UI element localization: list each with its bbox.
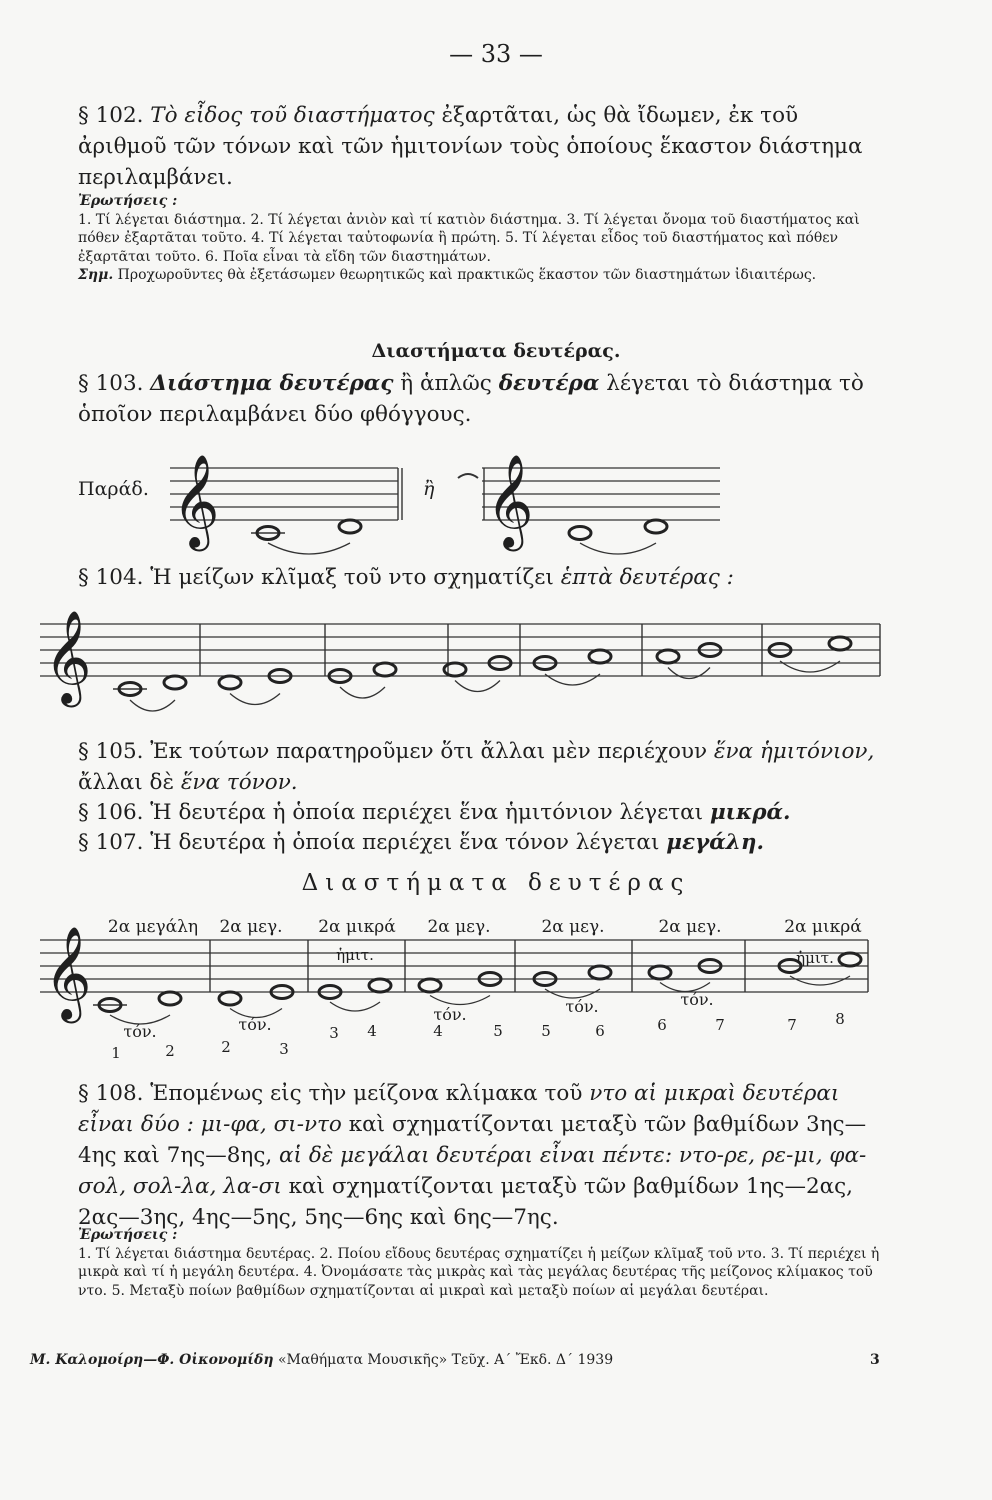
degree-number: 1 <box>111 1044 121 1062</box>
interval-label: 2α μικρά <box>318 917 396 937</box>
slur <box>580 543 656 554</box>
treble-clef-icon: 𝄞 <box>44 925 92 1020</box>
fermata-mark <box>458 474 478 478</box>
seconds-staff <box>40 917 868 1062</box>
interval-label: 2α μεγ. <box>658 917 722 937</box>
degree-number: 7 <box>787 1016 797 1034</box>
degree-number: 5 <box>541 1022 551 1040</box>
interval-label: 2α μεγάλη <box>107 917 199 937</box>
footer-citation: Μ. Καλομοίρη—Φ. Οἰκονομίδη «Μαθήματα Μουσικῆς» Τεῦχ. Α΄ Ἔκδ. Δ΄ 1939 <box>30 1352 614 1368</box>
or-label: ἢ <box>423 478 435 500</box>
degree-number: 3 <box>279 1040 289 1058</box>
slur <box>430 996 490 1005</box>
sheet-number: 3 <box>870 1352 880 1368</box>
whole-note <box>369 979 391 992</box>
questions-1: Ἐρωτήσεις : 1. Τί λέγεται διάστημα. 2. Τί λέγεται ἀνιὸν καὶ τί κατιὸν διάστημα. 3. Τί λέγεται ὄνομα τοῦ διαστήματος καὶ πόθεν ἐξαρτᾶται τοῦτο. 4. Τί λέγεται ταὐτοφωνία ἢ πρώτη. 5. Τί λέγεται εἶδος τοῦ διαστήματος καὶ πόθεν ἐξαρτᾶται τοῦτο. 6. Ποῖα εἶναι τὰ εἴδη τῶν διαστημάτων. Σημ. Προχωροῦντες θὰ ἐξετάσωμεν θεωρητικῶς καὶ πρακτικῶς ἕκαστον τῶν διαστημάτων ἰδιαιτέρως. <box>78 193 860 283</box>
whole-note <box>839 953 861 966</box>
paragraph-102: § 102. Τὸ εἶδος τοῦ διαστήματος ἐξαρτᾶται, ὡς θὰ ἴδωμεν, ἐκ τοῦ ἀριθμοῦ τῶν τόνων καὶ τῶν ἡμιτονίων τοὺς ὁποίους ἕκαστον διάστημα περιλαμβάνει. <box>78 103 863 190</box>
degree-number: 7 <box>715 1016 725 1034</box>
degree-number: 6 <box>595 1022 605 1040</box>
whole-note <box>645 520 667 533</box>
interval-label: 2α μεγ. <box>541 917 605 937</box>
heading-seconds-table: Διαστήματα δευτέρας <box>301 870 691 896</box>
degree-number: 3 <box>329 1024 339 1042</box>
paragraph-107: § 107. Ἡ δευτέρα ἡ ὁποία περιέχει ἕνα τόνον λέγεται μεγάλη. <box>78 830 764 855</box>
whole-note <box>374 663 396 676</box>
degree-number: 8 <box>835 1010 845 1028</box>
whole-note <box>159 992 181 1005</box>
slur <box>130 700 175 711</box>
degree-number: 5 <box>493 1022 503 1040</box>
paragraph-105: § 105. Ἐκ τούτων παρατηροῦμεν ὅτι ἄλλαι μὲν περιέχουν ἕνα ἡμιτόνιον, ἄλλαι δὲ ἕνα τόνον. <box>78 739 875 795</box>
degree-number: 4 <box>367 1022 377 1040</box>
whole-note <box>589 650 611 663</box>
whole-note <box>649 966 671 979</box>
tone-label: τόν. <box>565 997 599 1016</box>
paragraph-104: § 104. Ἡ μείζων κλῖμαξ τοῦ ντο σχηματίζει ἑπτὰ δευτέρας : <box>78 565 734 590</box>
tone-label: τόν. <box>433 1005 467 1024</box>
degree-number: 2 <box>221 1038 231 1056</box>
interval-label: 2α μικρά <box>784 917 862 937</box>
semitone-label: ἡμιτ. <box>796 949 834 967</box>
degree-number: 6 <box>657 1016 667 1034</box>
semitone-label: ἡμιτ. <box>336 946 374 964</box>
paragraph-106: § 106. Ἡ δευτέρα ἡ ὁποία περιέχει ἕνα ἡμιτόνιον λέγεται μικρά. <box>78 800 791 825</box>
heading-seconds: Διαστήματα δευτέρας. <box>371 340 621 362</box>
whole-note <box>339 520 361 533</box>
whole-note <box>219 676 241 689</box>
paragraph-103: § 103. Διάστημα δευτέρας ἢ ἁπλῶς δευτέρα λέγεται τὸ διάστημα τὸ ὁποῖον περιλαμβάνει δύο φθόγγους. <box>78 371 864 427</box>
slur <box>790 976 850 985</box>
slur <box>668 668 710 679</box>
tone-label: τόν. <box>680 990 714 1009</box>
tone-label: τόν. <box>123 1022 157 1041</box>
example-staff <box>170 454 720 554</box>
example-label: Παράδ. <box>78 478 149 500</box>
slur <box>330 1002 380 1011</box>
interval-label: 2α μεγ. <box>427 917 491 937</box>
treble-clef-icon: 𝄞 <box>172 453 220 548</box>
whole-note <box>164 676 186 689</box>
degree-number: 4 <box>433 1022 443 1040</box>
tone-label: τόν. <box>238 1015 272 1034</box>
treble-clef-icon: 𝄞 <box>486 453 534 548</box>
questions-2: Ἐρωτήσεις : 1. Τί λέγεται διάστημα δευτέρας. 2. Ποίου εἴδους δευτέρας σχηματίζει ἡ μείζων κλῖμαξ τοῦ ντο. 3. Τί περιέχει ἡ μικρὰ καὶ τί ἡ μεγάλη δευτέρα. 4. Ὀνομάσατε τὰς μικρὰς καὶ τὰς μεγάλας δευτέρας τῆς μείζονος κλίμακος τοῦ ντο. 5. Μεταξὺ ποίων βαθμίδων σχηματίζονται αἱ μικραὶ καὶ μεταξὺ ποίων αἱ μεγάλαι δευτέραι. <box>78 1227 880 1299</box>
interval-label: 2α μεγ. <box>219 917 283 937</box>
slur <box>455 681 500 692</box>
whole-note <box>569 527 591 540</box>
whole-note <box>219 992 241 1005</box>
whole-note <box>657 650 679 663</box>
whole-note <box>589 966 611 979</box>
whole-note <box>419 979 441 992</box>
paragraph-108: § 108. Ἑπομένως εἰς τὴν μείζονα κλίμακα τοῦ ντο αἱ μικραὶ δευτέραι εἶναι δύο : μι-φα, σι-ντο καὶ σχηματίζονται μεταξὺ τῶν βαθμίδων 3ης—4ης καὶ 7ης—8ης, αἱ δὲ μεγάλαι δευτέραι εἶναι πέντε: ντο-ρε, ρε-μι, φα-σολ, σολ-λα, λα-σι καὶ σχηματίζονται μεταξὺ τῶν βαθμίδων 1ης—2ας, 2ας—3ης, 4ης—5ης, 5ης—6ης καὶ 6ης—7ης. <box>78 1081 867 1230</box>
degree-number: 2 <box>165 1042 175 1060</box>
scale-staff <box>40 610 880 711</box>
treble-clef-icon: 𝄞 <box>44 609 92 704</box>
slur <box>340 687 385 698</box>
whole-note <box>829 637 851 650</box>
slur <box>230 694 280 705</box>
page-number: — 33 — <box>449 40 543 68</box>
slur <box>268 543 350 554</box>
